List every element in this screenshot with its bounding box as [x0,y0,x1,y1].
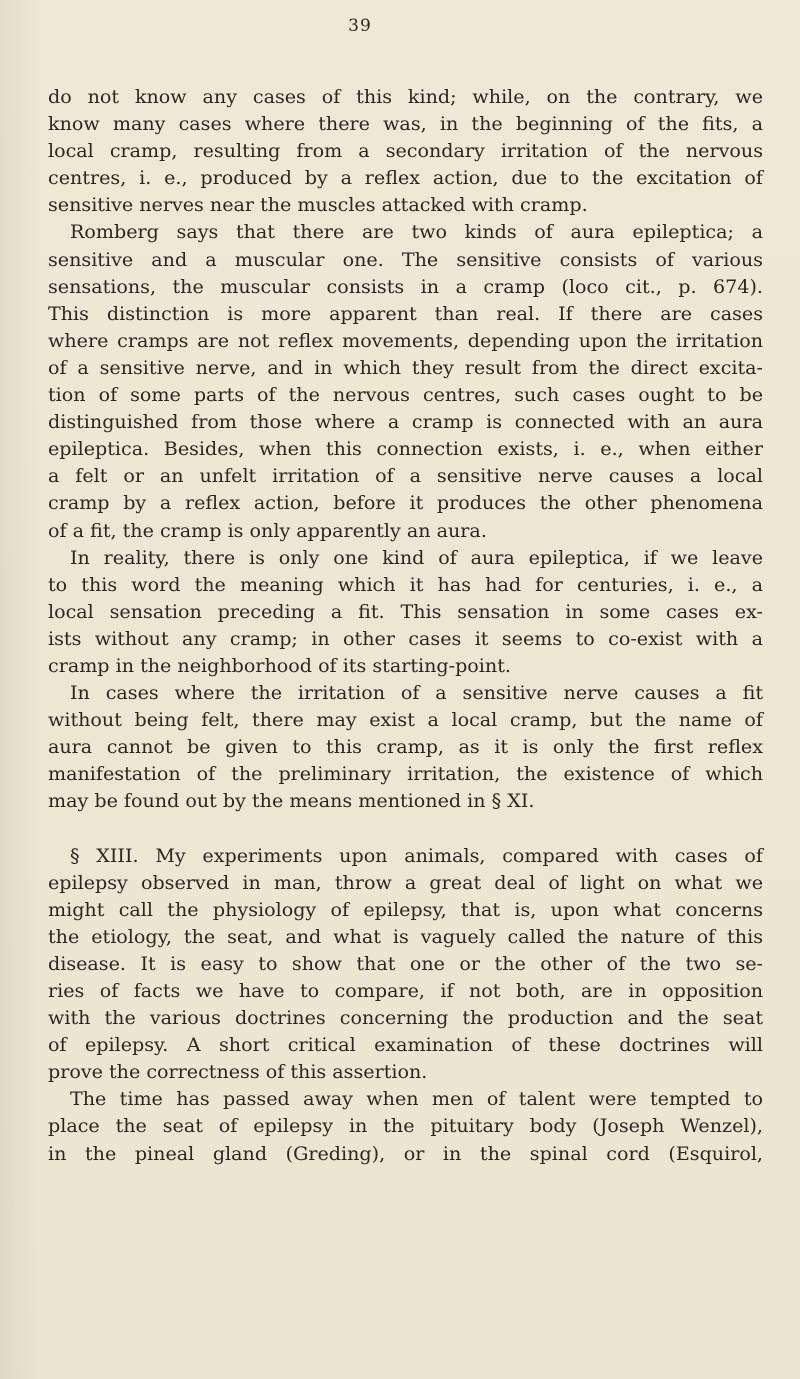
text-line: The time has passed away when men of talent were tempted to [70,1087,763,1111]
text-line: manifestation of the preliminary irritation, the existence of which [48,762,763,786]
text-line: sensitive nerves near the muscles attacked with cramp. [48,193,588,217]
text-line: epilepsy observed in man, throw a great deal of light on what we [48,870,763,894]
text-line: distinguished from those where a cramp is connected with an aura [48,410,763,434]
text-line: tion of some parts of the nervous centres, such cases ought to be [48,383,763,407]
text-line: where cramps are not reflex movements, depending upon the irritation [48,328,763,352]
text-line: without being felt, there may exist a local cramp, but the name of [48,708,763,732]
text-line: § XIII. My experiments upon animals, compared with cases of [70,843,763,867]
text-line: disease. It is easy to show that one or the other of the two se- [48,951,763,975]
paragraph [48,218,763,543]
text-line: know many cases where there was, in the beginning of the fits, a [48,112,763,136]
text-line: with the various doctrines concerning the production and the seat [48,1006,763,1030]
paragraph [48,1085,763,1166]
text-line: prove the correctness of this assertion. [48,1060,428,1084]
text-line: of a sensitive nerve, and in which they result from the direct excita- [48,355,763,379]
text-line: In reality, there is only one kind of aura epileptica, if we leave [70,545,763,569]
text-line: sensations, the muscular consists in a cramp (loco cit., p. 674). [48,274,763,298]
text-line: ists without any cramp; in other cases it seems to co-exist with a [48,626,763,650]
text-line: a felt or an unfelt irritation of a sensitive nerve causes a local [48,464,763,488]
text-line: Romberg says that there are two kinds of aura epileptica; a [70,220,763,244]
text-line: local cramp, resulting from a secondary irritation of the nervous [48,139,763,163]
paragraph [48,679,763,814]
text-line: of a fit, the cramp is only apparently an aura. [48,518,487,542]
body-text [48,83,763,1167]
text-line: In cases where the irritation of a sensitive nerve causes a fit [70,681,763,705]
text-line: may be found out by the means mentioned in § XI. [48,789,535,813]
page-number: 39 [348,16,372,36]
text-line: cramp by a reflex action, before it produces the other phenomena [48,491,763,515]
text-line: place the seat of epilepsy in the pituitary body (Joseph Wenzel), [48,1114,763,1138]
text-line: centres, i. e., produced by a reflex action, due to the excitation of [48,166,763,190]
text-line: to this word the meaning which it has had for centuries, i. e., a [48,572,763,596]
paragraph [48,544,763,679]
text-line: in the pineal gland (Greding), or in the spinal cord (Esquirol, [48,1141,763,1165]
text-line: of epilepsy. A short critical examination of these doctrines will [48,1033,763,1057]
text-line: the etiology, the seat, and what is vaguely called the nature of this [48,924,763,948]
text-line: ries of facts we have to compare, if not both, are in opposition [48,979,763,1002]
text-line: sensitive and a muscular one. The sensitive consists of various [48,247,763,271]
paragraph-gap [48,815,763,842]
text-line: local sensation preceding a fit. This sensation in some cases ex- [48,599,763,623]
text-line: This distinction is more apparent than real. If there are cases [48,301,763,325]
text-line: aura cannot be given to this cramp, as it is only the first reflex [48,735,763,759]
text-line: cramp in the neighborhood of its starting-point. [48,653,511,677]
paragraph [48,842,763,1086]
text-line: might call the physiology of epilepsy, that is, upon what concerns [48,897,763,921]
paragraph [48,83,763,218]
text-line: do not know any cases of this kind; while, on the contrary, we [48,85,763,108]
text-line: epileptica. Besides, when this connection exists, i. e., when either [48,437,763,461]
